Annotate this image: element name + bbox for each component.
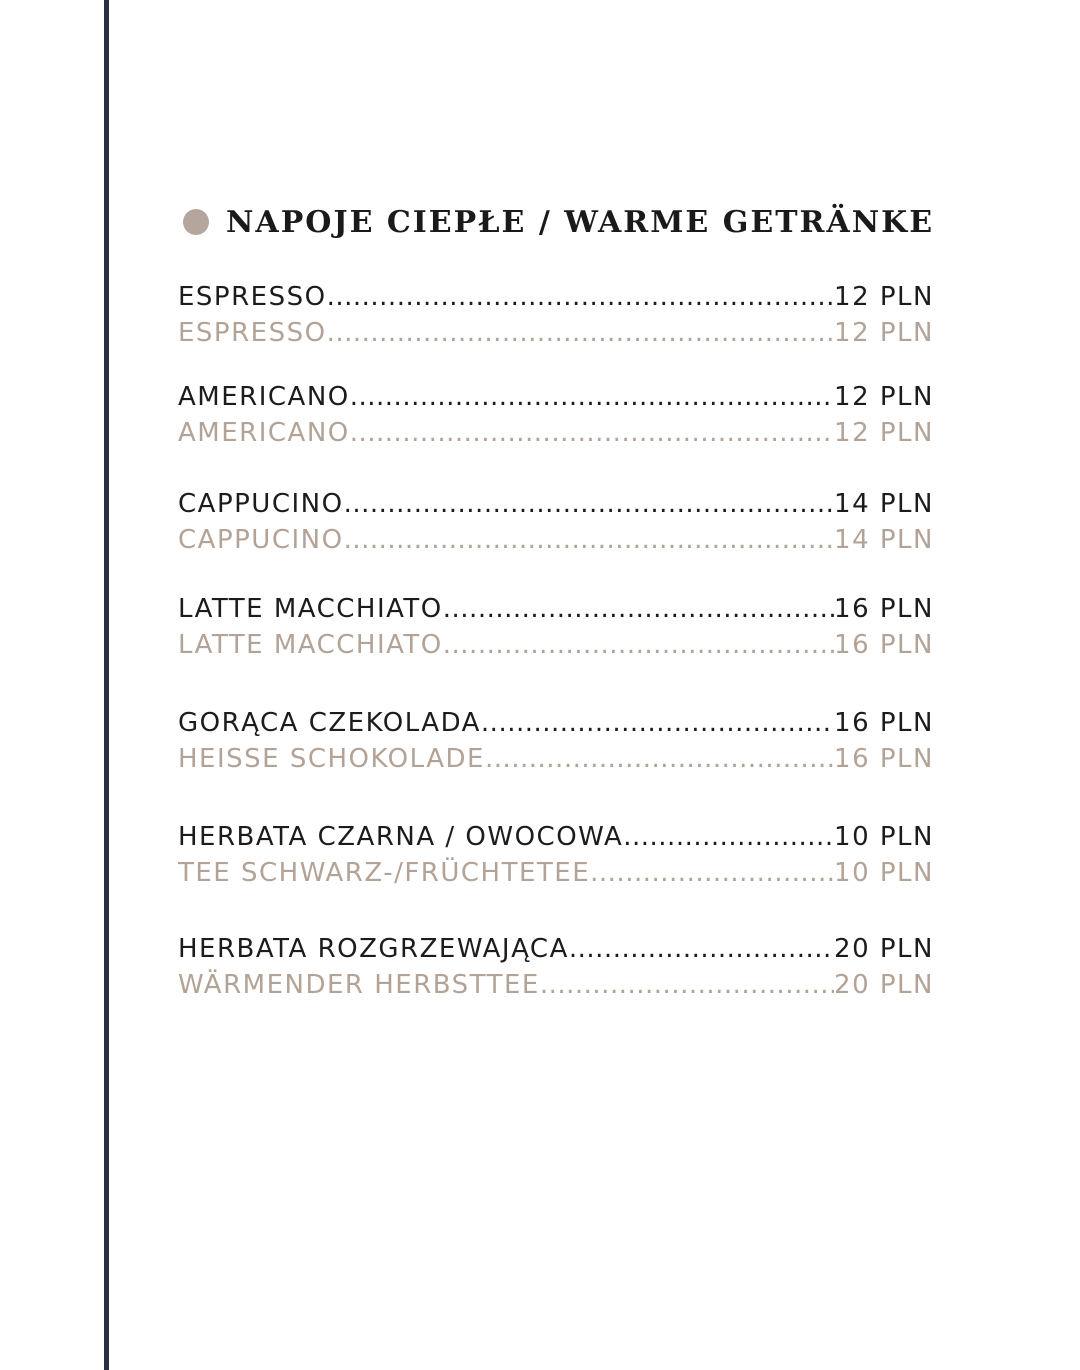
item-polish-line <box>178 486 934 522</box>
item-name-german: HEISSE SCHOKOLADE <box>178 744 485 774</box>
item-name-polish: AMERICANO <box>178 382 350 412</box>
item-polish-line <box>178 931 934 967</box>
item-german-line <box>178 522 934 558</box>
item-german-line <box>178 627 934 663</box>
item-name-polish: HERBATA ROZGRZEWAJĄCA <box>178 934 569 964</box>
item-german-line <box>178 741 934 777</box>
item-german-line <box>178 315 934 351</box>
item-name-german: CAPPUCINO <box>178 525 344 555</box>
item-price: 10 PLN <box>834 822 934 852</box>
dot-leader <box>327 315 834 351</box>
item-price: 12 PLN <box>834 318 934 348</box>
item-price: 14 PLN <box>834 525 934 555</box>
dot-leader <box>623 819 834 855</box>
dot-leader <box>344 486 834 522</box>
menu-item-espresso <box>178 279 934 351</box>
dot-leader <box>540 967 834 1003</box>
item-name-german: LATTE MACCHIATO <box>178 630 443 660</box>
item-name-polish: HERBATA CZARNA / OWOCOWA <box>178 822 624 852</box>
item-price: 16 PLN <box>834 744 934 774</box>
menu-item-hot-chocolate <box>178 705 934 777</box>
item-polish-line <box>178 819 934 855</box>
item-price: 14 PLN <box>834 489 934 519</box>
item-name-german: TEE SCHWARZ-/FRÜCHTETEE <box>178 858 591 888</box>
menu-item-tea <box>178 819 934 891</box>
menu-item-cappucino <box>178 486 934 558</box>
dot-leader <box>590 855 834 891</box>
dot-leader <box>344 522 834 558</box>
item-name-german: ESPRESSO <box>178 318 327 348</box>
menu-item-americano <box>178 379 934 451</box>
menu-item-warming-tea <box>178 931 934 1003</box>
dot-leader <box>350 379 834 415</box>
item-price: 16 PLN <box>834 630 934 660</box>
item-price: 10 PLN <box>834 858 934 888</box>
vertical-rule <box>104 0 109 1370</box>
item-price: 12 PLN <box>834 382 934 412</box>
item-polish-line <box>178 379 934 415</box>
dot-leader <box>485 741 834 777</box>
dot-leader <box>569 931 834 967</box>
item-price: 12 PLN <box>834 418 934 448</box>
dot-leader <box>327 279 834 315</box>
item-price: 12 PLN <box>834 282 934 312</box>
item-price: 16 PLN <box>834 708 934 738</box>
item-name-german: AMERICANO <box>178 418 350 448</box>
item-price: 16 PLN <box>834 594 934 624</box>
dot-leader <box>481 705 834 741</box>
dot-leader <box>350 415 834 451</box>
item-polish-line <box>178 279 934 315</box>
item-polish-line <box>178 705 934 741</box>
bullet-dot-icon <box>183 209 209 235</box>
item-name-polish: ESPRESSO <box>178 282 327 312</box>
item-name-polish: LATTE MACCHIATO <box>178 594 443 624</box>
dot-leader <box>443 627 834 663</box>
item-german-line <box>178 967 934 1003</box>
item-name-polish: CAPPUCINO <box>178 489 344 519</box>
item-polish-line <box>178 591 934 627</box>
item-name-polish: GORĄCA CZEKOLADA <box>178 708 481 738</box>
section-title: NAPOJE CIEPŁE / WARME GETRÄNKE <box>226 204 935 240</box>
section-header <box>183 198 943 246</box>
menu-item-latte-macchiato <box>178 591 934 663</box>
item-german-line <box>178 415 934 451</box>
item-name-german: WÄRMENDER HERBSTTEE <box>178 970 540 1000</box>
dot-leader <box>443 591 834 627</box>
item-german-line <box>178 855 934 891</box>
item-price: 20 PLN <box>834 934 934 964</box>
item-price: 20 PLN <box>834 970 934 1000</box>
